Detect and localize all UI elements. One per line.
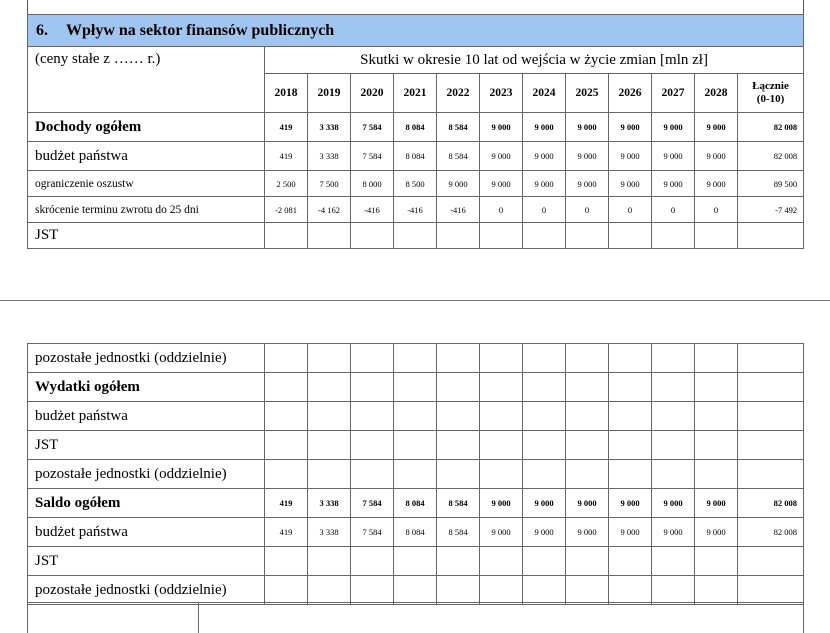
- empty-cell: [652, 576, 695, 605]
- empty-cell: [351, 344, 394, 373]
- empty-cell: [523, 431, 566, 460]
- empty-cell: [566, 402, 609, 431]
- value-cell: 7 584: [351, 489, 394, 518]
- value-cell: 9 000: [652, 171, 695, 197]
- row-label-saldo-ogolem: Saldo ogółem: [28, 489, 265, 518]
- empty-cell: [523, 547, 566, 576]
- value-cell: 9 000: [695, 489, 738, 518]
- value-cell: 9 000: [480, 113, 523, 142]
- value-cell: 9 000: [566, 113, 609, 142]
- value-cell: 9 000: [480, 142, 523, 171]
- value-cell: 9 000: [609, 171, 652, 197]
- row-label-wydatki-ogolem: Wydatki ogółem: [28, 373, 265, 402]
- empty-cell: [394, 431, 437, 460]
- row-label-budzet-panstwa: budżet państwa: [28, 518, 265, 547]
- table-row: [28, 197, 804, 223]
- value-cell: 8 084: [394, 142, 437, 171]
- value-cell: 9 000: [523, 142, 566, 171]
- total-header-line1: Łącznie: [752, 80, 789, 92]
- value-cell: 9 000: [652, 518, 695, 547]
- value-cell: 9 000: [523, 518, 566, 547]
- empty-cell: [609, 223, 652, 249]
- value-cell: 0: [609, 197, 652, 223]
- empty-cell: [652, 460, 695, 489]
- total-cell: 82 008: [738, 489, 804, 518]
- empty-cell: [523, 223, 566, 249]
- empty-cell: [437, 344, 480, 373]
- empty-cell: [738, 431, 804, 460]
- value-cell: 0: [523, 197, 566, 223]
- empty-cell: [351, 402, 394, 431]
- empty-cell: [437, 373, 480, 402]
- next-table-stub: [27, 602, 804, 633]
- year-header: 2027: [652, 74, 695, 113]
- empty-cell: [394, 373, 437, 402]
- value-cell: 9 000: [695, 113, 738, 142]
- empty-cell: [566, 223, 609, 249]
- empty-cell: [566, 547, 609, 576]
- effects-label: Skutki w okresie 10 lat od wejścia w życie zmian [mln zł]: [265, 47, 804, 74]
- year-header: 2026: [609, 74, 652, 113]
- value-cell: 8 084: [394, 518, 437, 547]
- impact-table-part-1: [27, 14, 804, 249]
- empty-cell: [609, 402, 652, 431]
- value-cell: 8 584: [437, 518, 480, 547]
- empty-cell: [695, 223, 738, 249]
- value-cell: 9 000: [695, 142, 738, 171]
- total-header-line2: (0-10): [756, 93, 785, 105]
- value-cell: 9 000: [609, 113, 652, 142]
- empty-cell: [652, 547, 695, 576]
- empty-cell: [609, 373, 652, 402]
- value-cell: 8 000: [351, 171, 394, 197]
- empty-cell: [738, 223, 804, 249]
- empty-cell: [738, 344, 804, 373]
- value-cell: 9 000: [437, 171, 480, 197]
- empty-cell: [265, 431, 308, 460]
- table-row: [28, 113, 804, 142]
- total-cell: 82 008: [738, 113, 804, 142]
- empty-cell: [265, 402, 308, 431]
- empty-cell: [652, 431, 695, 460]
- value-cell: 9 000: [566, 171, 609, 197]
- value-cell: -2 081: [265, 197, 308, 223]
- year-header: 2018: [265, 74, 308, 113]
- total-cell: 89 500: [738, 171, 804, 197]
- empty-cell: [523, 373, 566, 402]
- empty-cell: [695, 460, 738, 489]
- table-row: [28, 373, 804, 402]
- value-cell: -416: [351, 197, 394, 223]
- empty-cell: [308, 344, 351, 373]
- value-cell: 3 338: [308, 142, 351, 171]
- empty-cell: [652, 344, 695, 373]
- empty-cell: [308, 576, 351, 605]
- empty-cell: [738, 373, 804, 402]
- row-label-dochody-ogolem: Dochody ogółem: [28, 113, 265, 142]
- value-cell: 7 584: [351, 518, 394, 547]
- year-header: 2019: [308, 74, 351, 113]
- value-cell: 0: [480, 197, 523, 223]
- value-cell: 419: [265, 518, 308, 547]
- value-cell: -4 162: [308, 197, 351, 223]
- empty-cell: [609, 431, 652, 460]
- row-label-jst: JST: [28, 223, 265, 249]
- year-header: 2020: [351, 74, 394, 113]
- table-row: [28, 223, 804, 249]
- empty-cell: [523, 344, 566, 373]
- value-cell: 0: [652, 197, 695, 223]
- value-cell: 9 000: [523, 171, 566, 197]
- total-cell: 82 008: [738, 142, 804, 171]
- empty-cell: [437, 402, 480, 431]
- empty-cell: [480, 576, 523, 605]
- value-cell: -416: [394, 197, 437, 223]
- empty-cell: [480, 402, 523, 431]
- value-cell: 8 084: [394, 113, 437, 142]
- empty-cell: [695, 344, 738, 373]
- empty-cell: [351, 460, 394, 489]
- empty-cell: [351, 223, 394, 249]
- value-cell: 7 584: [351, 113, 394, 142]
- value-cell: 9 000: [480, 518, 523, 547]
- table-row: [28, 431, 804, 460]
- empty-cell: [695, 402, 738, 431]
- page-top-frame: [27, 0, 804, 14]
- empty-cell: [738, 460, 804, 489]
- empty-cell: [738, 547, 804, 576]
- total-cell: -7 492: [738, 197, 804, 223]
- value-cell: 9 000: [652, 142, 695, 171]
- empty-cell: [308, 547, 351, 576]
- empty-cell: [695, 431, 738, 460]
- empty-cell: [394, 402, 437, 431]
- value-cell: 3 338: [308, 489, 351, 518]
- empty-cell: [738, 576, 804, 605]
- table-row: [28, 576, 804, 605]
- empty-cell: [480, 373, 523, 402]
- value-cell: 7 500: [308, 171, 351, 197]
- row-label-jst: JST: [28, 547, 265, 576]
- row-label-jst: JST: [28, 431, 265, 460]
- row-label-budzet-panstwa: budżet państwa: [28, 142, 265, 171]
- table-row: [28, 142, 804, 171]
- empty-cell: [609, 576, 652, 605]
- value-cell: 8 084: [394, 489, 437, 518]
- value-cell: 9 000: [523, 489, 566, 518]
- value-cell: 3 338: [308, 113, 351, 142]
- empty-cell: [351, 547, 394, 576]
- value-cell: 9 000: [695, 518, 738, 547]
- empty-cell: [265, 373, 308, 402]
- year-header: 2025: [566, 74, 609, 113]
- value-cell: 9 000: [566, 489, 609, 518]
- section-header: [28, 15, 804, 47]
- empty-cell: [652, 402, 695, 431]
- empty-cell: [566, 373, 609, 402]
- empty-cell: [695, 576, 738, 605]
- empty-cell: [695, 547, 738, 576]
- empty-cell: [523, 402, 566, 431]
- empty-cell: [566, 576, 609, 605]
- value-cell: 8 584: [437, 142, 480, 171]
- empty-cell: [523, 576, 566, 605]
- table-row: [28, 171, 804, 197]
- row-label-skrocenie-terminu: skrócenie terminu zwrotu do 25 dni: [28, 197, 265, 223]
- year-header: 2022: [437, 74, 480, 113]
- value-cell: 9 000: [480, 489, 523, 518]
- empty-cell: [480, 460, 523, 489]
- prices-label: (ceny stałe z …… r.): [28, 47, 265, 113]
- value-cell: -416: [437, 197, 480, 223]
- value-cell: 9 000: [480, 171, 523, 197]
- section-number: 6.: [36, 21, 48, 39]
- row-label-ograniczenie-oszustw: ograniczenie oszustw: [28, 171, 265, 197]
- empty-cell: [265, 460, 308, 489]
- section-title: Wpływ na sektor finansów publicznych: [66, 21, 335, 39]
- value-cell: 7 584: [351, 142, 394, 171]
- empty-cell: [480, 431, 523, 460]
- empty-cell: [566, 431, 609, 460]
- value-cell: 419: [265, 142, 308, 171]
- empty-cell: [394, 460, 437, 489]
- row-label-pozostale-jednostki: pozostałe jednostki (oddzielnie): [28, 460, 265, 489]
- empty-cell: [738, 402, 804, 431]
- value-cell: 9 000: [609, 142, 652, 171]
- total-header: [738, 74, 804, 113]
- table-row: [28, 402, 804, 431]
- empty-cell: [437, 576, 480, 605]
- row-label-pozostale-jednostki: pozostałe jednostki (oddzielnie): [28, 576, 265, 605]
- empty-cell: [609, 460, 652, 489]
- value-cell: 9 000: [566, 518, 609, 547]
- empty-cell: [437, 547, 480, 576]
- empty-cell: [308, 460, 351, 489]
- empty-cell: [652, 373, 695, 402]
- table-row: [28, 489, 804, 518]
- table-row: [28, 547, 804, 576]
- table-row: [28, 460, 804, 489]
- empty-cell: [480, 223, 523, 249]
- next-table-divider: [198, 603, 199, 633]
- empty-cell: [609, 547, 652, 576]
- empty-cell: [695, 373, 738, 402]
- empty-cell: [437, 223, 480, 249]
- table-row: [28, 518, 804, 547]
- page-break-line: [0, 300, 830, 301]
- year-header: 2028: [695, 74, 738, 113]
- empty-cell: [265, 223, 308, 249]
- empty-cell: [652, 223, 695, 249]
- empty-cell: [609, 344, 652, 373]
- table-row: [28, 344, 804, 373]
- empty-cell: [308, 402, 351, 431]
- empty-cell: [394, 223, 437, 249]
- empty-cell: [265, 344, 308, 373]
- value-cell: 9 000: [523, 113, 566, 142]
- value-cell: 9 000: [566, 142, 609, 171]
- value-cell: 8 584: [437, 113, 480, 142]
- empty-cell: [394, 344, 437, 373]
- value-cell: 9 000: [609, 518, 652, 547]
- empty-cell: [437, 431, 480, 460]
- empty-cell: [566, 460, 609, 489]
- empty-cell: [394, 576, 437, 605]
- row-label-budzet-panstwa: budżet państwa: [28, 402, 265, 431]
- value-cell: 2 500: [265, 171, 308, 197]
- value-cell: 8 500: [394, 171, 437, 197]
- empty-cell: [351, 431, 394, 460]
- total-cell: 82 008: [738, 518, 804, 547]
- value-cell: 9 000: [652, 489, 695, 518]
- year-header: 2023: [480, 74, 523, 113]
- empty-cell: [265, 547, 308, 576]
- empty-cell: [308, 223, 351, 249]
- value-cell: 8 584: [437, 489, 480, 518]
- empty-cell: [308, 431, 351, 460]
- year-header: 2024: [523, 74, 566, 113]
- value-cell: 419: [265, 113, 308, 142]
- value-cell: 3 338: [308, 518, 351, 547]
- impact-table-part-2: [27, 343, 804, 605]
- value-cell: 9 000: [609, 489, 652, 518]
- value-cell: 9 000: [695, 171, 738, 197]
- row-label-pozostale-jednostki: pozostałe jednostki (oddzielnie): [28, 344, 265, 373]
- value-cell: 9 000: [652, 113, 695, 142]
- empty-cell: [437, 460, 480, 489]
- empty-cell: [566, 344, 609, 373]
- empty-cell: [308, 373, 351, 402]
- empty-cell: [265, 576, 308, 605]
- empty-cell: [480, 547, 523, 576]
- empty-cell: [480, 344, 523, 373]
- year-header: 2021: [394, 74, 437, 113]
- value-cell: 0: [695, 197, 738, 223]
- value-cell: 0: [566, 197, 609, 223]
- empty-cell: [394, 547, 437, 576]
- empty-cell: [351, 373, 394, 402]
- empty-cell: [351, 576, 394, 605]
- value-cell: 419: [265, 489, 308, 518]
- empty-cell: [523, 460, 566, 489]
